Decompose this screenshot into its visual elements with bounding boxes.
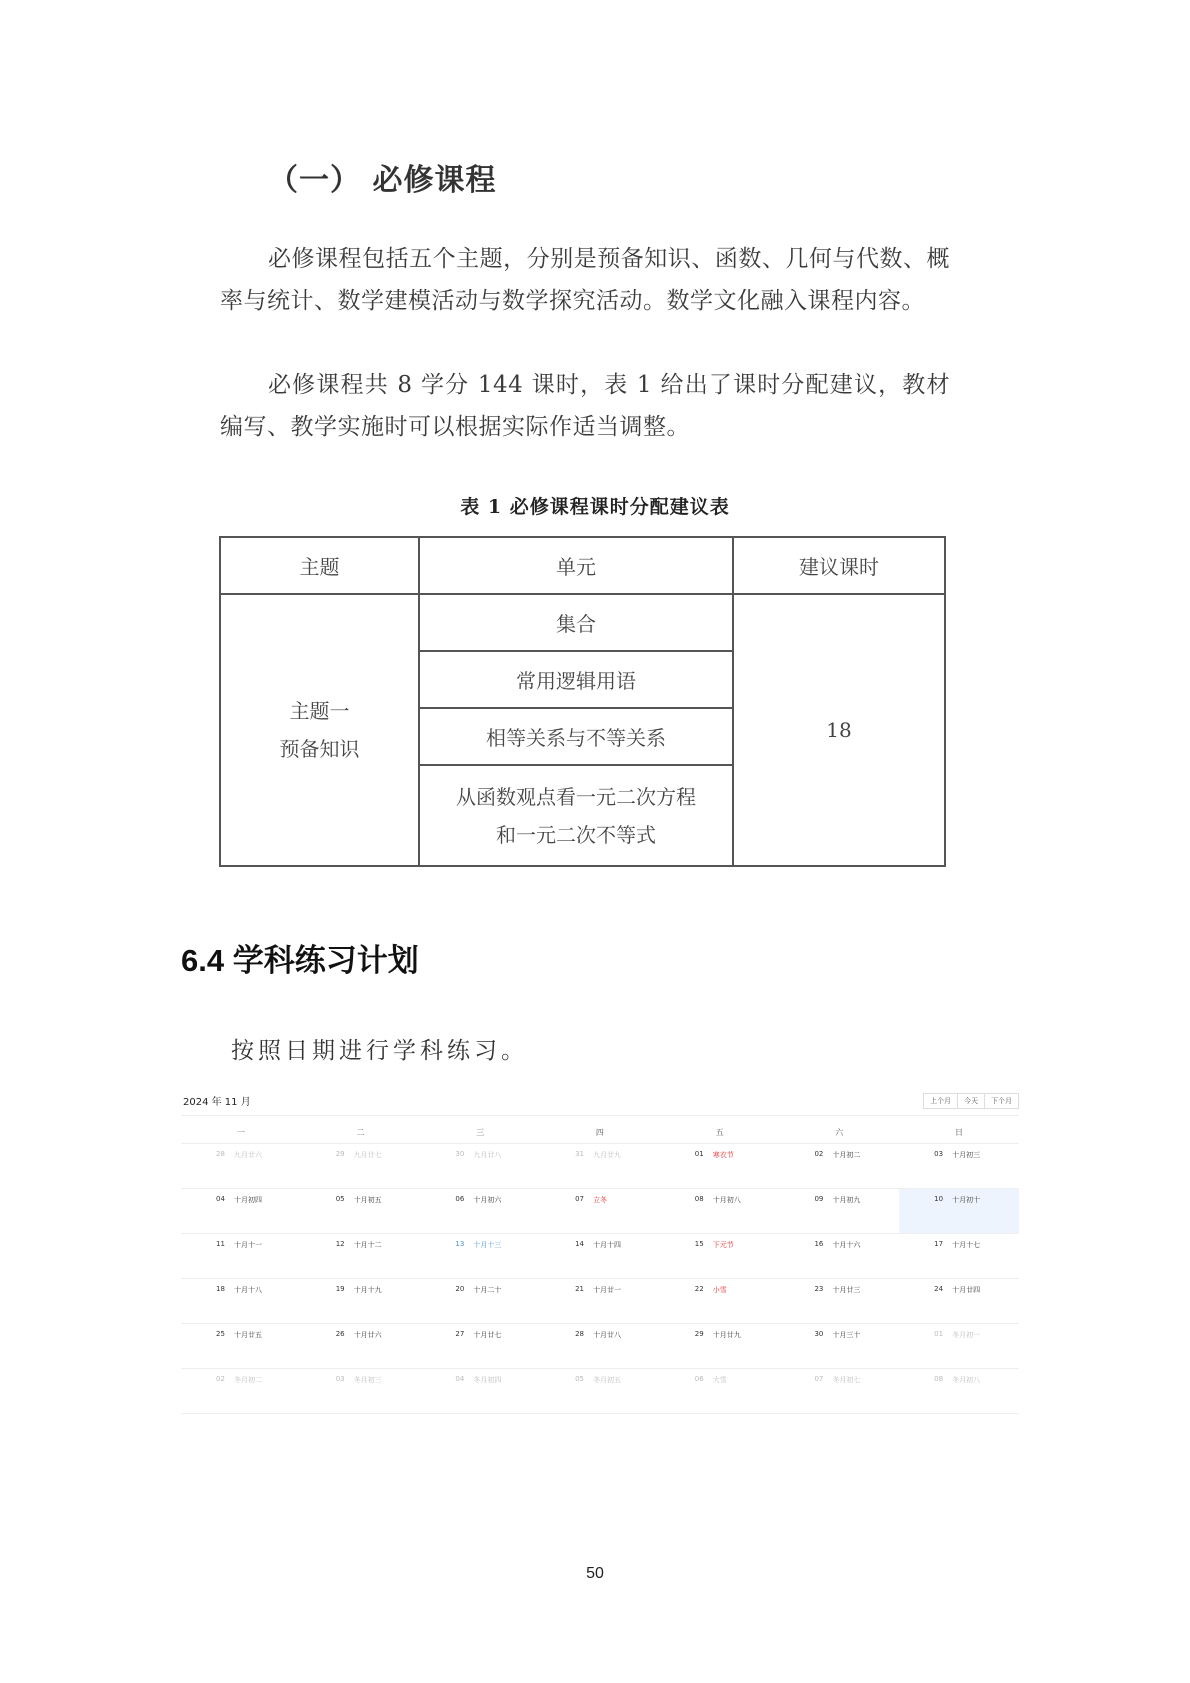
lunar-date: 立冬 — [593, 1196, 608, 1204]
calendar-day-cell[interactable] — [540, 1189, 660, 1233]
day-number: 10 — [934, 1195, 944, 1203]
calendar-day-cell[interactable] — [420, 1279, 540, 1323]
lunar-date: 下元节 — [712, 1241, 734, 1249]
unit-cell: 集合 — [419, 594, 733, 651]
calendar-day-cell[interactable] — [779, 1234, 899, 1278]
calendar-week-row — [181, 1233, 1019, 1278]
page-number: 50 — [586, 1565, 604, 1582]
unit-cell: 相等关系与不等关系 — [419, 708, 733, 765]
calendar-day-cell[interactable] — [660, 1369, 780, 1413]
prev-month-button[interactable]: 上个月 — [923, 1093, 958, 1109]
calendar-day-cell[interactable] — [181, 1279, 301, 1323]
calendar-day-cell[interactable] — [301, 1369, 421, 1413]
day-number: 21 — [575, 1285, 584, 1293]
calendar-day-cell[interactable] — [779, 1324, 899, 1368]
calendar-day-cell[interactable] — [660, 1324, 780, 1368]
day-number: 25 — [216, 1330, 225, 1338]
lunar-date: 十月初十 — [952, 1196, 981, 1204]
calendar-day-cell[interactable] — [899, 1189, 1019, 1233]
day-number: 27 — [455, 1330, 465, 1338]
calendar-day-cell[interactable] — [420, 1234, 540, 1278]
calendar-weekday-header — [181, 1127, 1019, 1138]
hours-cell: 18 — [733, 594, 945, 866]
day-number: 29 — [694, 1330, 704, 1338]
calendar-week-row — [181, 1278, 1019, 1323]
lunar-date: 十月廿七 — [473, 1331, 502, 1339]
calendar-day-cell[interactable] — [301, 1189, 421, 1233]
lunar-date: 十月廿六 — [353, 1331, 382, 1339]
calendar-title: 2024 年 11 月 — [183, 1097, 251, 1108]
weekday-label: 四 — [595, 1128, 604, 1137]
calendar-divider — [181, 1115, 1019, 1116]
day-number: 30 — [455, 1150, 465, 1158]
calendar-day-cell[interactable] — [181, 1234, 301, 1278]
lunar-date: 十月初五 — [353, 1196, 382, 1204]
table-row — [220, 594, 945, 651]
weekday-label: 五 — [715, 1128, 724, 1137]
section-heading: （一） 必修课程 — [268, 163, 497, 198]
calendar-day-cell[interactable] — [660, 1144, 780, 1188]
lunar-date: 十月初四 — [234, 1196, 262, 1204]
lunar-date: 十月初二 — [832, 1151, 861, 1159]
lunar-date: 十月廿五 — [234, 1331, 262, 1339]
lunar-date: 冬月初一 — [952, 1331, 981, 1339]
table-caption: 表 1 必修课程课时分配建议表 — [460, 496, 730, 518]
lunar-date: 十月十八 — [234, 1286, 262, 1294]
day-number: 15 — [694, 1240, 704, 1248]
day-number: 11 — [216, 1240, 225, 1248]
day-number: 24 — [934, 1285, 944, 1293]
day-number: 05 — [335, 1195, 345, 1203]
lunar-date: 十月二十 — [473, 1286, 502, 1294]
lunar-date: 十月廿四 — [952, 1286, 981, 1294]
day-number: 05 — [575, 1375, 584, 1383]
lunar-date: 十月十一 — [234, 1241, 262, 1249]
calendar-week-row — [181, 1368, 1019, 1414]
table-header-row — [220, 537, 945, 594]
day-number: 17 — [934, 1240, 944, 1248]
calendar-day-cell[interactable] — [779, 1144, 899, 1188]
day-number: 03 — [934, 1150, 944, 1158]
lunar-date: 九月廿六 — [234, 1151, 262, 1159]
calendar-day-cell[interactable] — [301, 1279, 421, 1323]
calendar-day-cell[interactable] — [420, 1369, 540, 1413]
calendar-grid — [181, 1143, 1019, 1414]
day-number: 13 — [455, 1240, 465, 1248]
lunar-date: 寒衣节 — [712, 1151, 734, 1159]
day-number: 06 — [694, 1375, 704, 1383]
lunar-date: 十月十六 — [832, 1241, 861, 1249]
today-button[interactable]: 今天 — [957, 1093, 985, 1109]
weekday-label: 六 — [835, 1128, 844, 1137]
calendar-day-cell[interactable] — [779, 1279, 899, 1323]
body-paragraph: 必修课程共 8 学分 144 课时，表 1 给出了课时分配建议，教材编写、教学实施时可以根据实际作适当调整。 — [220, 372, 950, 440]
calendar-day-cell[interactable] — [181, 1369, 301, 1413]
lunar-date: 十月三十 — [832, 1331, 861, 1339]
calendar-day-cell[interactable] — [420, 1324, 540, 1368]
lunar-date: 十月十三 — [473, 1241, 502, 1249]
lunar-date: 九月廿九 — [593, 1151, 622, 1159]
day-number: 04 — [455, 1375, 465, 1383]
day-number: 03 — [335, 1375, 345, 1383]
theme-name: 主题一 — [289, 699, 350, 723]
day-number: 28 — [575, 1330, 584, 1338]
lunar-date: 十月十七 — [952, 1241, 981, 1249]
day-number: 23 — [814, 1285, 824, 1293]
day-number: 30 — [814, 1330, 824, 1338]
calendar-day-cell[interactable] — [420, 1144, 540, 1188]
calendar-day-cell[interactable] — [899, 1144, 1019, 1188]
day-number: 14 — [575, 1240, 584, 1248]
calendar-week-row — [181, 1143, 1019, 1188]
day-number: 08 — [694, 1195, 704, 1203]
calendar-day-cell[interactable] — [899, 1234, 1019, 1278]
day-number: 01 — [934, 1330, 944, 1338]
calendar-day-cell[interactable] — [181, 1144, 301, 1188]
day-number: 19 — [335, 1285, 345, 1293]
lunar-date: 十月廿三 — [832, 1286, 861, 1294]
table-header-cell: 建议课时 — [733, 537, 945, 594]
theme-cell — [220, 594, 419, 866]
day-number: 12 — [335, 1240, 345, 1248]
day-number: 09 — [814, 1195, 824, 1203]
calendar-day-cell[interactable] — [540, 1369, 660, 1413]
lunar-date: 冬月初四 — [473, 1376, 502, 1384]
course-hours-table — [219, 536, 946, 867]
lunar-date: 冬月初八 — [952, 1376, 981, 1384]
calendar-day-cell[interactable] — [181, 1324, 301, 1368]
calendar-day-cell[interactable] — [420, 1189, 540, 1233]
calendar-day-cell[interactable] — [899, 1324, 1019, 1368]
day-number: 28 — [216, 1150, 225, 1158]
calendar-day-cell[interactable] — [540, 1324, 660, 1368]
intro-text: 按照日期进行学科练习。 — [231, 1038, 528, 1064]
calendar-day-cell[interactable] — [540, 1144, 660, 1188]
calendar-week-row — [181, 1188, 1019, 1233]
lunar-date: 冬月初五 — [593, 1376, 622, 1384]
lunar-date: 十月初八 — [712, 1196, 741, 1204]
lunar-date: 十月廿一 — [593, 1286, 622, 1294]
day-number: 01 — [694, 1150, 704, 1158]
day-number: 08 — [934, 1375, 944, 1383]
lunar-date: 十月廿九 — [712, 1331, 741, 1339]
lunar-date: 九月廿七 — [353, 1151, 382, 1159]
unit-cell — [419, 765, 733, 866]
lunar-date: 十月十四 — [593, 1241, 622, 1249]
calendar-day-cell[interactable] — [540, 1279, 660, 1323]
unit-line: 从函数观点看一元二次方程 — [456, 784, 696, 809]
lunar-date: 十月廿八 — [593, 1331, 622, 1339]
calendar-day-cell[interactable] — [899, 1279, 1019, 1323]
day-number: 02 — [814, 1150, 824, 1158]
day-number: 07 — [814, 1375, 824, 1383]
lunar-date: 十月初六 — [473, 1196, 502, 1204]
day-number: 18 — [216, 1285, 225, 1293]
lunar-date: 冬月初七 — [832, 1376, 861, 1384]
weekday-label: 三 — [476, 1128, 485, 1137]
day-number: 31 — [575, 1150, 584, 1158]
weekday-label: 日 — [954, 1128, 963, 1137]
day-number: 26 — [335, 1330, 345, 1338]
weekday-label: 一 — [236, 1128, 245, 1137]
next-month-button[interactable]: 下个月 — [984, 1093, 1019, 1109]
day-number: 06 — [455, 1195, 465, 1203]
calendar-day-cell[interactable] — [181, 1189, 301, 1233]
day-number: 04 — [216, 1195, 225, 1203]
calendar-day-cell[interactable] — [301, 1234, 421, 1278]
day-number: 22 — [694, 1285, 704, 1293]
weekday-label: 二 — [356, 1128, 365, 1137]
calendar-day-cell[interactable] — [899, 1369, 1019, 1413]
unit-cell: 常用逻辑用语 — [419, 651, 733, 708]
lunar-date: 十月初九 — [832, 1196, 861, 1204]
day-number: 07 — [575, 1195, 584, 1203]
table-header-cell: 单元 — [419, 537, 733, 594]
calendar-widget — [181, 1083, 1019, 1405]
calendar-day-cell[interactable] — [301, 1324, 421, 1368]
lunar-date: 大雪 — [712, 1376, 727, 1384]
lunar-date: 十月十九 — [353, 1286, 382, 1294]
body-paragraph: 必修课程包括五个主题，分别是预备知识、函数、几何与代数、概率与统计、数学建模活动与数学探究活动。数学文化融入课程内容。 — [220, 246, 950, 314]
calendar-nav — [924, 1093, 1019, 1109]
page-heading: 6.4 学科练习计划 — [181, 943, 419, 978]
table-header-cell: 主题 — [220, 537, 419, 594]
theme-subtitle: 预备知识 — [279, 737, 360, 761]
day-number: 16 — [814, 1240, 824, 1248]
day-number: 02 — [216, 1375, 225, 1383]
calendar-day-cell[interactable] — [540, 1234, 660, 1278]
calendar-day-cell[interactable] — [779, 1189, 899, 1233]
unit-line: 和一元二次不等式 — [496, 822, 656, 847]
calendar-day-cell[interactable] — [301, 1144, 421, 1188]
lunar-date: 九月廿八 — [473, 1151, 502, 1159]
lunar-date: 十月初三 — [952, 1151, 981, 1159]
lunar-date: 十月十二 — [353, 1241, 382, 1249]
lunar-date: 冬月初三 — [353, 1376, 382, 1384]
calendar-day-cell[interactable] — [660, 1189, 780, 1233]
lunar-date: 小雪 — [712, 1286, 727, 1294]
calendar-day-cell[interactable] — [779, 1369, 899, 1413]
calendar-week-row — [181, 1323, 1019, 1368]
calendar-day-cell[interactable] — [660, 1234, 780, 1278]
day-number: 20 — [455, 1285, 465, 1293]
calendar-day-cell[interactable] — [660, 1279, 780, 1323]
lunar-date: 冬月初二 — [234, 1376, 262, 1384]
day-number: 29 — [335, 1150, 345, 1158]
